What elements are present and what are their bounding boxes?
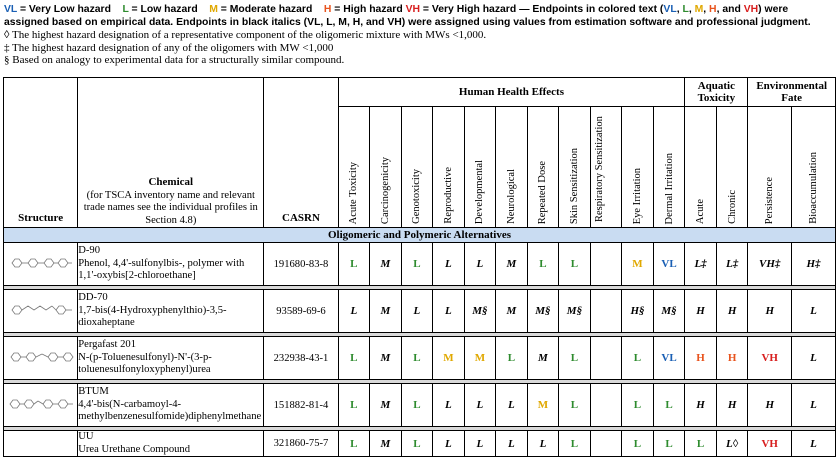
hazard-cell	[590, 290, 622, 333]
hazard-value: L	[633, 399, 642, 411]
legend-vh: VH	[405, 4, 421, 15]
col-skin-sensitization	[559, 107, 591, 228]
hazard-cell	[748, 431, 792, 457]
hazard-value: L	[508, 399, 515, 411]
hazard-value: VL	[661, 352, 677, 364]
hazard-cell	[370, 384, 402, 427]
hazard-cell	[527, 384, 559, 427]
hazard-value: M	[538, 352, 548, 364]
hazard-value: L	[696, 437, 705, 450]
legend	[4, 3, 836, 67]
hazard-cell	[685, 243, 717, 286]
legend-vl-text: = Very Low hazard	[17, 4, 111, 15]
hazard-cell	[464, 290, 496, 333]
chemical-cell	[78, 290, 264, 333]
hazard-cell	[527, 431, 559, 457]
hazard-value: VH	[761, 352, 778, 364]
legend-line-1: VL = Very Low hazard L = Low hazard M = Moderate hazard H = High hazard VH = Very High hazard — Endpoints in colored text (VL, L, M, H, and VH) were	[4, 4, 789, 15]
hazard-value: L	[445, 258, 452, 270]
legend-note-3: § Based on analogy to experimental data for a structurally similar compound.	[4, 54, 345, 66]
hazard-value: H	[727, 399, 737, 411]
hazard-value: H§	[630, 305, 645, 317]
hazard-cell	[559, 290, 591, 333]
hazard-cell	[792, 243, 836, 286]
col-reproductive	[433, 107, 465, 228]
chemical-name: BTUM	[78, 386, 109, 398]
hazard-cell	[370, 337, 402, 380]
casrn-cell: 191680-83-8	[264, 243, 338, 286]
hazard-cell	[653, 431, 685, 457]
chemical-name: DD-70	[78, 292, 108, 304]
hazard-cell	[716, 290, 748, 333]
hazard-value: L	[476, 437, 484, 450]
chemical-header-title: Chemical	[148, 176, 194, 188]
legend-dash-text: — Endpoints in colored text (	[516, 4, 664, 15]
hazard-cell	[653, 337, 685, 380]
legend-l: L	[122, 4, 129, 15]
hazard-cell	[792, 384, 836, 427]
hazard-value: L	[476, 258, 484, 270]
hazard-value: L	[665, 399, 673, 411]
hazard-cell	[590, 431, 622, 457]
col-acute-toxicity	[338, 107, 370, 228]
hazard-value: VL	[661, 258, 677, 270]
human-health-header: Human Health Effects	[338, 78, 685, 107]
hazard-value: M	[380, 352, 391, 364]
hazard-cell	[433, 243, 465, 286]
col-label: Eye Irritation	[631, 167, 643, 224]
hazard-cell	[653, 384, 685, 427]
hazard-cell	[716, 337, 748, 380]
hazard-cell	[792, 337, 836, 380]
legend-line-2: assigned based on empirical data. Endpoints in black italics (VL, L, M, H, and VH) were assigned using values from estimation software and professional judgment.	[4, 17, 811, 28]
legend-c-h: H	[709, 4, 717, 15]
hazard-value: L	[508, 437, 515, 450]
hazard-value: H	[727, 352, 737, 364]
hazard-cell	[792, 431, 836, 457]
hazard-cell	[622, 290, 654, 333]
col-label: Acute	[695, 198, 707, 224]
hazard-cell	[748, 290, 792, 333]
hazard-cell	[370, 431, 402, 457]
hazard-value: M	[380, 305, 391, 317]
hazard-value: L	[633, 352, 642, 364]
hazard-value: M§	[661, 305, 677, 317]
hazard-cell	[685, 384, 717, 427]
col-carcinogenicity	[370, 107, 402, 228]
col-label: Skin Sensitization	[568, 147, 580, 224]
hazard-cell	[527, 290, 559, 333]
legend-c-l: L	[682, 4, 689, 15]
hazard-cell	[464, 384, 496, 427]
hazard-value: L	[810, 399, 817, 411]
hazard-cell	[496, 290, 528, 333]
hazard-value: L	[350, 258, 358, 270]
hazard-cell	[622, 431, 654, 457]
hazard-cell	[559, 431, 591, 457]
col-dermal-irritation	[653, 107, 685, 228]
chemical-cell	[78, 337, 264, 380]
hazard-value: M	[537, 399, 549, 411]
col-aquatic-acute	[685, 107, 717, 228]
col-label: Respiratory Sensitization	[593, 116, 605, 222]
hazard-cell	[653, 243, 685, 286]
hazard-value: L	[445, 437, 452, 450]
hazard-value: L	[539, 258, 547, 270]
chemical-cell	[78, 384, 264, 427]
hazard-value: L	[810, 437, 817, 450]
col-persistence	[748, 107, 792, 228]
hazard-value: L	[413, 305, 421, 317]
hazard-cell	[590, 337, 622, 380]
hazard-cell	[496, 337, 528, 380]
chemical-cell	[78, 431, 264, 457]
chemical-desc: N-(p-Toluenesulfonyl)-N'-(3-p-toluenesulfonyloxyphenyl)urea	[78, 351, 212, 376]
hazard-cell	[433, 384, 465, 427]
hazard-value: VH‡	[759, 258, 781, 270]
hazard-value: M	[380, 258, 391, 270]
hazard-value: H	[765, 399, 774, 411]
hazard-value: H	[696, 305, 705, 317]
hazard-cell	[401, 431, 433, 457]
hazard-value: H	[727, 305, 737, 317]
legend-m-text: = Moderate hazard	[217, 4, 313, 15]
table-row	[4, 337, 836, 380]
hazard-value: L	[413, 352, 421, 364]
hazard-value: L	[350, 437, 358, 450]
chemical-name: UU	[78, 431, 94, 442]
hazard-cell	[792, 290, 836, 333]
aquatic-header: Aquatic Toxicity	[685, 78, 748, 107]
hazard-value: L	[413, 258, 421, 270]
hazard-value: VH	[761, 437, 778, 450]
col-label: Dermal Irritation	[663, 152, 675, 224]
legend-close-text: ) were	[758, 4, 789, 15]
dd70-structure-icon	[4, 290, 78, 333]
hazard-cell	[401, 384, 433, 427]
hazard-value: L	[413, 399, 421, 411]
chemical-rows	[4, 243, 836, 457]
hazard-cell	[748, 243, 792, 286]
btum-structure-icon	[4, 384, 78, 427]
hazard-value: L◊	[726, 437, 739, 450]
col-label: Chronic	[726, 190, 738, 224]
hazard-value: L	[350, 352, 358, 364]
chemical-header	[78, 78, 264, 228]
chemical-desc: 1,7-bis(4-Hydroxyphenylthio)-3,5-dioxaheptane	[78, 304, 227, 329]
hazard-value: L	[507, 352, 516, 364]
hazard-value: L	[570, 437, 579, 450]
hazard-cell	[716, 384, 748, 427]
legend-note-2: ‡ The highest hazard designation of any of the oligomers with MW <1,000	[4, 41, 334, 54]
col-genotoxicity	[401, 107, 433, 228]
chemical-cell	[78, 243, 264, 286]
col-label: Developmental	[474, 159, 486, 224]
chemical-header-sub: (for TSCA inventory name and relevant trade names see the individual profiles in Section 4.8)	[83, 189, 258, 226]
hazard-value: M	[506, 258, 517, 270]
table-row	[4, 290, 836, 333]
hazard-value: L‡	[694, 258, 707, 270]
legend-vl: VL	[4, 4, 18, 15]
col-label: Persistence	[764, 176, 776, 224]
legend-vh-text: = Very High hazard	[420, 4, 517, 15]
hazard-cell	[338, 384, 370, 427]
hazard-value: L	[570, 399, 579, 411]
hazard-value: L	[570, 258, 579, 270]
hazard-value: M§	[535, 305, 551, 317]
structure-header: Structure	[4, 78, 78, 228]
hazard-value: L	[810, 352, 817, 364]
hazard-cell	[622, 337, 654, 380]
table-row	[4, 431, 836, 457]
uu-structure-icon	[4, 431, 78, 457]
hazard-table	[3, 77, 836, 457]
hazard-cell	[338, 243, 370, 286]
hazard-cell	[622, 384, 654, 427]
hazard-cell	[433, 290, 465, 333]
legend-c-m: M	[694, 4, 704, 15]
hazard-cell	[401, 243, 433, 286]
hazard-value: H	[696, 399, 705, 411]
hazard-cell	[338, 337, 370, 380]
hazard-cell	[464, 337, 496, 380]
hazard-cell	[748, 337, 792, 380]
col-label: Genotoxicity	[411, 169, 423, 224]
legend-c-vl: VL	[663, 4, 677, 15]
hazard-cell	[496, 431, 528, 457]
hazard-cell	[590, 243, 622, 286]
col-bioaccumulation	[792, 107, 836, 228]
legend-l-text: = Low hazard	[128, 4, 198, 15]
table-row	[4, 384, 836, 427]
chemical-desc: 4,4'-bis(N-carbamoyl-4-methylbenzenesulfomide)diphenylmethane	[78, 398, 262, 423]
hazard-cell	[527, 337, 559, 380]
chemical-desc: Phenol, 4,4'-sulfonylbis-, polymer with 1,1'-oxybis[2-chloroethane]	[78, 257, 245, 282]
hazard-value: L	[413, 437, 421, 450]
hazard-value: M	[380, 399, 391, 411]
hazard-value: H‡	[806, 258, 821, 270]
legend-note-1: ◊ The highest hazard designation of a representative component of the oligomeric mixture with MWs <1,000.	[4, 29, 487, 41]
d90-structure-icon	[4, 243, 78, 286]
hazard-value: M	[506, 305, 517, 317]
chemical-desc: Urea Urethane Compound	[78, 443, 191, 455]
hazard-cell	[716, 431, 748, 457]
hazard-value: L	[810, 305, 817, 317]
hazard-cell	[653, 290, 685, 333]
legend-m: M	[209, 4, 218, 15]
hazard-cell	[559, 243, 591, 286]
hazard-cell	[496, 384, 528, 427]
col-label: Repeated Dose	[537, 160, 549, 224]
hazard-cell	[338, 431, 370, 457]
hazard-value: M	[380, 437, 391, 450]
hazard-cell	[622, 243, 654, 286]
chemical-name: D-90	[78, 245, 101, 257]
hazard-value: M	[632, 258, 643, 270]
col-label: Acute Toxicity	[348, 161, 360, 224]
col-neurological	[496, 107, 528, 228]
hazard-value: L	[665, 437, 673, 450]
hazard-value: M	[474, 352, 486, 364]
hazard-value: M§	[566, 305, 583, 317]
hazard-cell	[685, 431, 717, 457]
hazard-value: L	[445, 305, 452, 317]
hazard-cell	[464, 431, 496, 457]
section-title: Oligomeric and Polymeric Alternatives	[4, 228, 836, 243]
col-label: Carcinogenicity	[379, 156, 391, 224]
hazard-cell	[685, 290, 717, 333]
hazard-cell	[496, 243, 528, 286]
hazard-cell	[685, 337, 717, 380]
hazard-cell	[370, 243, 402, 286]
col-label: Reproductive	[442, 167, 454, 224]
hazard-value: L	[633, 437, 642, 450]
hazard-cell	[370, 290, 402, 333]
chemical-name: Pergafast 201	[78, 339, 136, 351]
hazard-cell	[433, 337, 465, 380]
casrn-cell: 232938-43-1	[264, 337, 338, 380]
header-row-groups	[4, 78, 836, 107]
legend-h: H	[323, 4, 332, 15]
casrn-cell: 93589-69-6	[264, 290, 338, 333]
col-aquatic-chronic	[716, 107, 748, 228]
hazard-cell	[433, 431, 465, 457]
hazard-cell	[559, 337, 591, 380]
hazard-value: L	[350, 305, 358, 317]
col-eye-irritation	[622, 107, 654, 228]
hazard-value: L	[570, 352, 579, 364]
hazard-cell	[716, 243, 748, 286]
col-developmental	[464, 107, 496, 228]
col-label: Neurological	[505, 169, 517, 224]
hazard-value: H	[765, 305, 774, 317]
hazard-value: L	[476, 399, 484, 411]
legend-and-text: , and	[716, 4, 744, 15]
table-row	[4, 243, 836, 286]
hazard-value: L	[539, 437, 547, 450]
hazard-cell	[401, 290, 433, 333]
hazard-cell	[559, 384, 591, 427]
hazard-cell	[464, 243, 496, 286]
hazard-cell	[401, 337, 433, 380]
col-repeated-dose	[527, 107, 559, 228]
hazard-value: M§	[472, 305, 488, 317]
hazard-value: L	[445, 399, 452, 411]
hazard-cell	[527, 243, 559, 286]
hazard-value: L	[350, 399, 358, 411]
hazard-cell	[748, 384, 792, 427]
hazard-cell	[338, 290, 370, 333]
col-label: Bioaccumulation	[808, 152, 820, 224]
col-respiratory-sensitization	[590, 107, 622, 228]
casrn-cell: 321860-75-7	[264, 431, 338, 457]
casrn-cell: 151882-81-4	[264, 384, 338, 427]
hazard-value: H	[696, 352, 705, 364]
hazard-value: M	[443, 352, 454, 364]
environmental-header: Environmental Fate	[748, 78, 836, 107]
hazard-cell	[590, 384, 622, 427]
section-row	[4, 228, 836, 243]
legend-h-text: = High hazard	[331, 4, 403, 15]
hazard-value: L‡	[725, 258, 739, 270]
casrn-header: CASRN	[264, 78, 338, 228]
legend-c-vh: VH	[743, 4, 759, 15]
pergafast-structure-icon	[4, 337, 78, 380]
